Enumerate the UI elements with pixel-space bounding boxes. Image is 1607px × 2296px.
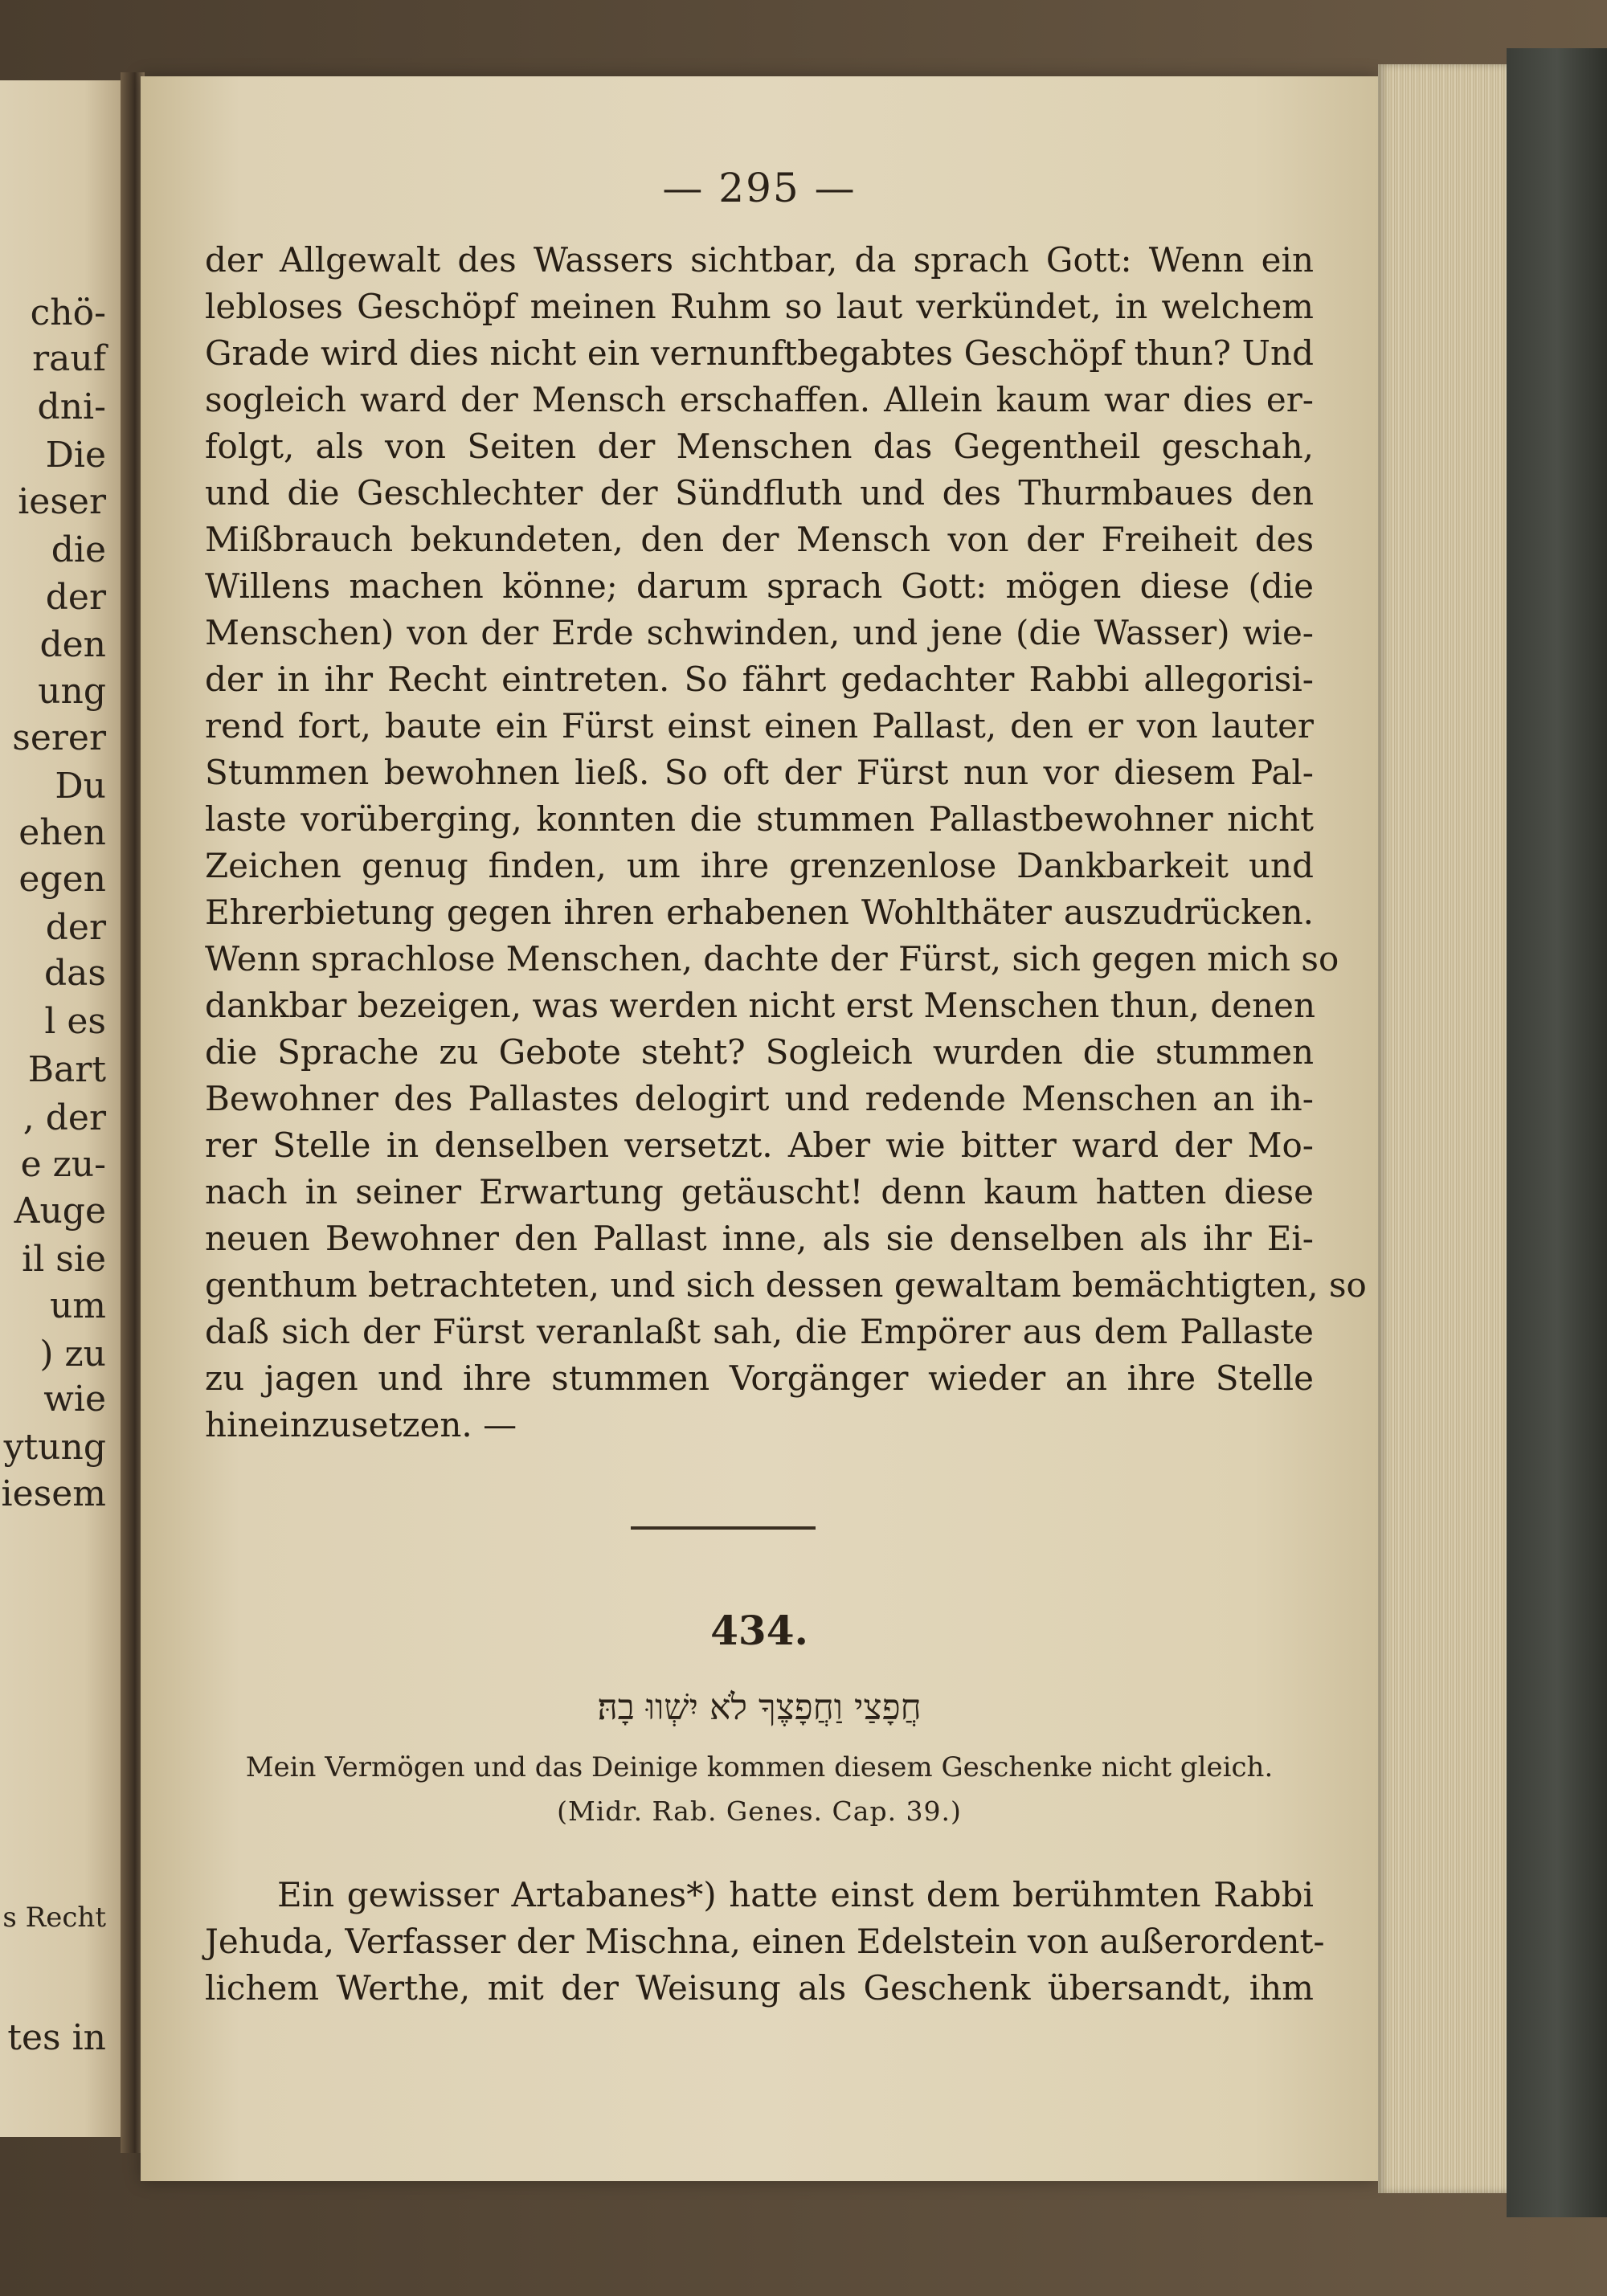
left-facing-page	[0, 80, 121, 2137]
text-line: die Sprache zu Gebote steht? Sogleich wurden die stummen	[205, 1032, 1314, 1072]
text-line: Ehrerbietung gegen ihren erhabenen Wohlthäter auszudrücken.	[205, 893, 1314, 932]
text-line: daß sich der Fürst veranlaßt sah, die Empörer aus dem Pallaste	[205, 1312, 1314, 1351]
text-line: und die Geschlechter der Sündfluth und des Thurmbaues den	[205, 473, 1314, 513]
hebrew-quote: חֲפָצַי וַחֲפָצֶךָ לֹא יִשְׁווּ בָהּ׃	[597, 1687, 922, 1728]
left-page-fragment: s Recht	[2, 1902, 106, 1934]
text-line: folgt, als von Seiten der Menschen das Gegentheil geschah,	[205, 427, 1314, 466]
left-page-fragment: die	[51, 529, 106, 570]
section-divider	[631, 1526, 816, 1530]
left-page-fragment: chö-	[30, 292, 106, 333]
text-line: genthum betrachteten, und sich dessen gewaltam bemächtigten, so	[205, 1265, 1367, 1305]
text-line: Jehuda, Verfasser der Mischna, einen Edelstein von außerordent-	[205, 1922, 1325, 1961]
left-page-fragment: il sie	[22, 1239, 106, 1280]
left-page-fragment: serer	[12, 717, 106, 758]
text-line: lebloses Geschöpf meinen Ruhm so laut verkündet, in welchem	[205, 287, 1314, 326]
text-line: sogleich ward der Mensch erschaffen. Allein kaum war dies er-	[205, 380, 1314, 419]
left-page-fragment: rauf	[32, 338, 106, 379]
left-page-fragment: Die	[45, 435, 106, 476]
left-page-fragment: , der	[22, 1097, 106, 1138]
left-page-fragment: e zu-	[20, 1144, 106, 1185]
left-page-fragment: dni-	[37, 386, 106, 427]
left-page-fragment: um	[49, 1285, 106, 1326]
text-line: laste vorüberging, konnten die stummen Pallastbewohner nicht	[205, 799, 1314, 839]
left-page-fragment: wie	[43, 1379, 106, 1420]
text-line: rer Stelle in denselben versetzt. Aber wie bitter ward der Mo-	[205, 1126, 1314, 1165]
text-line: Bewohner des Pallastes delogirt und redende Menschen an ih-	[205, 1079, 1314, 1118]
left-page-fragment: ehen	[18, 812, 106, 853]
left-page-fragment: tes in	[7, 2017, 106, 2058]
text-line: der in ihr Recht eintreten. So fährt gedachter Rabbi allegorisi-	[205, 660, 1314, 699]
motto-translation: Mein Vermögen und das Deinige kommen diesem Geschenke nicht gleich.	[245, 1751, 1274, 1783]
text-line: Willens machen könne; darum sprach Gott: mögen diese (die	[205, 566, 1314, 606]
text-line: Stummen bewohnen ließ. So oft der Fürst nun vor diesem Pal-	[205, 753, 1314, 792]
left-page-fragment: das	[44, 953, 106, 994]
left-page-fragment: der	[45, 577, 106, 618]
left-page-fragment: egen	[18, 859, 106, 900]
text-line: hineinzusetzen. —	[205, 1405, 517, 1444]
left-page-fragment: Bart	[27, 1049, 106, 1090]
text-line: nach in seiner Erwartung getäuscht! denn kaum hatten diese	[205, 1172, 1314, 1211]
left-page-fragment: Du	[55, 766, 106, 807]
left-page-fragment: ) zu	[39, 1334, 106, 1375]
text-line: Grade wird dies nicht ein vernunftbegabtes Geschöpf thun? Und	[205, 333, 1314, 373]
book-cover-edge	[1507, 48, 1607, 2217]
left-page-fragment: ytung	[3, 1427, 106, 1468]
left-page-fragment: ung	[38, 671, 106, 712]
text-line: Zeichen genug finden, um ihre grenzenlose Dankbarkeit und	[205, 846, 1314, 885]
text-line: Mißbrauch bekundeten, den der Mensch von der Freiheit des	[205, 520, 1314, 559]
story-text	[205, 1872, 1325, 2012]
text-line: rend fort, baute ein Fürst einst einen Pallast, den er von lauter	[205, 706, 1314, 746]
text-line: Wenn sprachlose Menschen, dachte der Fürst, sich gegen mich so	[205, 939, 1339, 978]
page-stack-edges	[1378, 64, 1507, 2193]
left-page-fragment: Auge	[14, 1191, 106, 1232]
text-line: zu jagen und ihre stummen Vorgänger wieder an ihre Stelle	[205, 1358, 1314, 1398]
left-page-fragment: l es	[44, 1001, 106, 1042]
text-line: Ein gewisser Artabanes*) hatte einst dem berühmten Rabbi	[277, 1875, 1314, 1914]
text-line: Menschen) von der Erde schwinden, und jene (die Wasser) wie-	[205, 613, 1314, 652]
text-line: der Allgewalt des Wassers sichtbar, da sprach Gott: Wenn ein	[205, 240, 1314, 280]
left-page-fragment: der	[45, 907, 106, 948]
text-line: neuen Bewohner den Pallast inne, als sie denselben als ihr Ei-	[205, 1219, 1314, 1258]
entry-number: 434.	[710, 1607, 808, 1654]
text-line: dankbar bezeigen, was werden nicht erst Menschen thun, denen	[205, 986, 1316, 1025]
source-citation: (Midr. Rab. Genes. Cap. 39.)	[557, 1796, 962, 1827]
body-text	[205, 237, 1367, 1448]
left-page-fragment: den	[39, 624, 106, 665]
book-page	[141, 76, 1378, 2181]
page-number: — 295 —	[662, 165, 857, 211]
left-page-fragment: ieser	[18, 481, 106, 522]
left-page-fragment: iesem	[1, 1473, 106, 1514]
text-line: lichem Werthe, mit der Weisung als Geschenk übersandt, ihm	[205, 1968, 1314, 2008]
